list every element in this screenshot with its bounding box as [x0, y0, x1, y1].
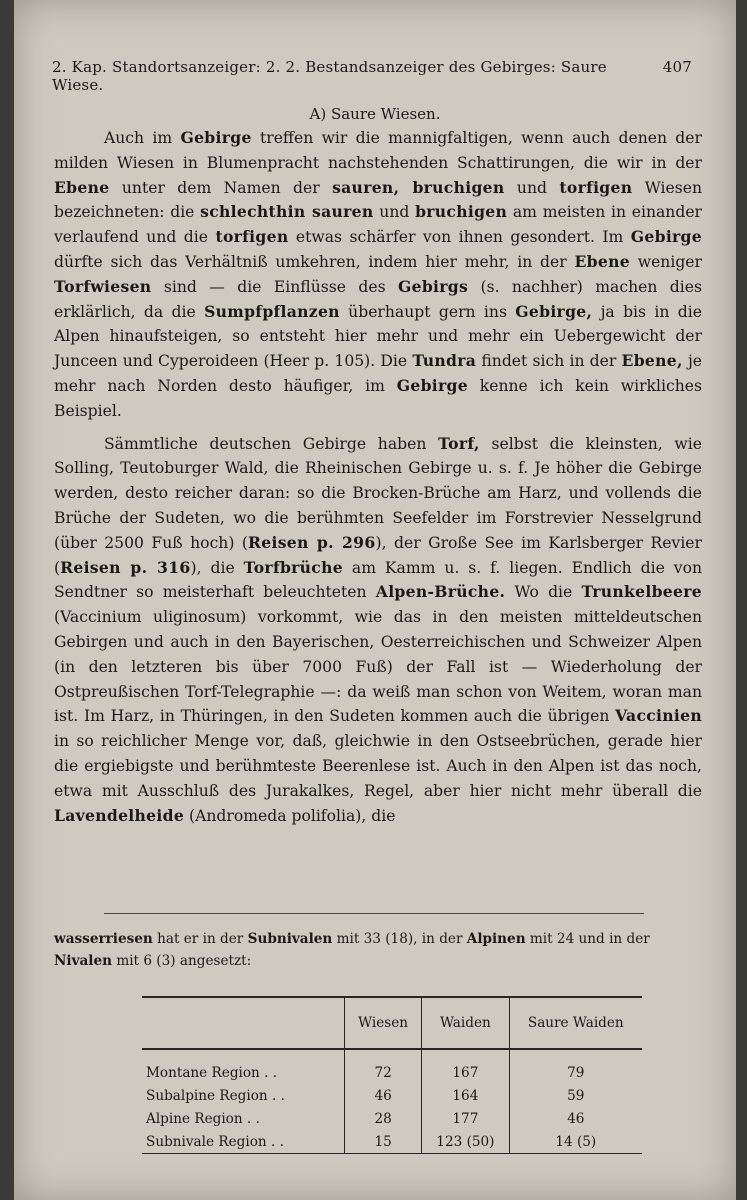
- table-cell: 14 (5): [509, 1130, 642, 1154]
- text-run: Sämmtliche deutschen Gebirge haben: [104, 434, 439, 453]
- text-run: überhaupt gern ins: [339, 302, 516, 321]
- emphasis: torfigen: [559, 177, 633, 197]
- page-number: 407: [662, 58, 692, 76]
- text-run: ja bis in die Alpen hinaufsteigen, so entsteht hier mehr und mehr ein Uebergewicht der Junceen und Cyperoideen (Heer p. 105). Die: [54, 302, 702, 371]
- table-cell: Subnivale Region . .: [142, 1130, 345, 1154]
- text-run: Wiesen bezeichneten: die: [54, 178, 702, 222]
- text-run: Wo die: [505, 583, 582, 602]
- emphasis: Alpen-Brüche.: [375, 582, 506, 602]
- table-cell: 177: [422, 1107, 509, 1130]
- running-header: [52, 58, 692, 94]
- text-run: und: [504, 178, 560, 197]
- emphasis: Gebirge: [180, 128, 252, 147]
- emphasis: Ebene: [54, 177, 110, 197]
- section-title: A) Saure Wiesen.: [309, 105, 441, 123]
- emphasis: Vaccinien: [615, 706, 702, 726]
- table-header: Wiesen: [345, 997, 422, 1049]
- table-row: [142, 1107, 642, 1130]
- emphasis: Gebirgs: [398, 276, 469, 296]
- emphasis: Gebirge: [630, 227, 702, 247]
- text-run: mit 33 (18), in der: [332, 931, 467, 947]
- table-cell: 28: [345, 1107, 422, 1130]
- region-table: [142, 996, 642, 1154]
- table-cell: 72: [345, 1049, 422, 1084]
- table-cell: 164: [422, 1084, 509, 1107]
- text-run: (Vaccinium uliginosum) vorkommt, wie das in den meisten mitteldeutschen Gebirgen und auch in den Bayerischen, Oesterreichischen und Schweizer Alpen (in den letzteren bis über 7000 Fuß) der Fall ist — Wiederholung der Ostpreußischen Torf-Telegraphie —: da weiß man schon von Weitem, woran man ist. Im Harz, in Thüringen, in den Sudeten kommen auch die übrigen: [54, 608, 702, 726]
- text-run: weniger: [629, 252, 702, 271]
- table-cell: Subalpine Region . .: [146, 1087, 285, 1104]
- emphasis: Reisen p. 316: [60, 557, 191, 577]
- table-header: Saure Waiden: [509, 997, 642, 1049]
- text-run: hat er in der: [152, 931, 248, 947]
- text-run: etwas schärfer von ihnen gesondert. Im: [288, 228, 631, 247]
- table-cell: 79: [509, 1049, 642, 1084]
- footnote: [54, 928, 702, 972]
- text-run: dürfte sich das Verhältniß umkehren, indem hier mehr, in der: [54, 252, 575, 271]
- table-header-row: [142, 997, 642, 1049]
- emphasis: wasserriesen: [54, 931, 153, 947]
- table-header: Waiden: [422, 997, 509, 1049]
- emphasis: Nivalen: [54, 953, 112, 969]
- table-row: [142, 1130, 642, 1154]
- emphasis: Trunkelbeere: [581, 582, 702, 602]
- text-run: kenne ich kein wirkliches Beispiel.: [54, 376, 702, 420]
- emphasis: schlechthin sauren: [200, 202, 374, 222]
- text-run: ), der Große See im Karlsberger Revier (: [54, 533, 702, 577]
- text-run: unter dem Namen der: [109, 178, 333, 197]
- emphasis: Alpinen: [466, 931, 526, 947]
- table-cell: 167: [422, 1049, 509, 1084]
- table-cell: 15: [345, 1130, 422, 1154]
- footnote-text: [54, 928, 702, 972]
- emphasis: Gebirge: [396, 375, 468, 395]
- emphasis: Sumpfpflanzen: [204, 301, 340, 321]
- table-row: [142, 1049, 642, 1084]
- emphasis: Torf,: [438, 433, 480, 453]
- header-title: 2. Kap. Standortsanzeiger: 2. 2. Bestandsanzeiger des Gebirges: Saure Wiese.: [52, 58, 607, 94]
- text-run: sind — die Einflüsse des: [151, 277, 398, 296]
- footnote-divider: [104, 913, 644, 914]
- text-run: am meisten in einander verlaufend und die: [54, 203, 703, 247]
- body-text: [54, 126, 702, 828]
- emphasis: Reisen p. 296: [247, 532, 376, 552]
- emphasis: Ebene: [574, 251, 630, 271]
- text-run: in so reichlicher Menge vor, daß, gleichwie in den Ostseebrüchen, gerade hier die ergiebigste und berühmteste Beerenlese ist. Auch in den Alpen ist das noch, etwa mit Ausschluß des Jurakalkes, Regel, aber hier nicht mehr überall die: [54, 732, 702, 800]
- text-run: je mehr nach Norden desto häufiger, im: [54, 352, 703, 395]
- text-run: Auch im: [104, 129, 181, 147]
- text-run: ), die: [190, 558, 244, 577]
- emphasis: Torfbrüche: [243, 557, 343, 577]
- table-cell: 46: [509, 1107, 642, 1130]
- text-run: und: [373, 203, 416, 222]
- emphasis: Tundra: [412, 351, 477, 371]
- table-cell: 123 (50): [422, 1130, 509, 1154]
- text-run: selbst die kleinsten, wie Solling, Teutoburger Wald, die Rheinischen Gebirge u. s. f. Je höher die Gebirge werden, desto reicher daran: so die Brocken-Brüche am Harz, und vollends die Brüche der Sudeten, wo die berühmten Seefelder im Forstrevier Nesselgrund (über 2500 Fuß hoch) (: [54, 434, 702, 552]
- emphasis: Ebene,: [621, 351, 683, 371]
- text-run: am Kamm u. s. f. liegen. Endlich die von Sendtner so meisterhaft beleuchteten: [54, 558, 703, 602]
- text-run: (Andromeda polifolia), die: [184, 806, 396, 825]
- table-header: [142, 997, 345, 1049]
- text-run: (s. nachher) machen dies erklärlich, da die: [54, 277, 702, 321]
- book-page: [14, 0, 736, 1200]
- text-run: mit 24 und in der: [525, 931, 650, 947]
- emphasis: Torfwiesen: [54, 276, 152, 296]
- table-cell: 59: [509, 1084, 642, 1107]
- table-cell: Alpine Region . .: [146, 1110, 260, 1127]
- emphasis: sauren, bruchigen: [332, 177, 505, 197]
- table-row: [142, 1084, 642, 1107]
- emphasis: torfigen: [215, 227, 289, 247]
- text-run: findet sich in der: [476, 352, 622, 371]
- emphasis: bruchigen: [415, 202, 508, 222]
- emphasis: Subnivalen: [247, 931, 333, 947]
- text-run: treffen wir die mannigfaltigen, wenn auch denen der milden Wiesen in Blumenpracht nachstehenden Schattirungen, die wir in der: [54, 129, 702, 172]
- table-cell: 46: [345, 1084, 422, 1107]
- paragraph: [54, 432, 702, 829]
- emphasis: Gebirge,: [515, 301, 593, 321]
- table-cell: Montane Region . .: [146, 1064, 278, 1081]
- paragraph: [54, 126, 702, 424]
- emphasis: Lavendelheide: [54, 805, 185, 825]
- text-run: mit 6 (3) angesetzt:: [112, 953, 252, 969]
